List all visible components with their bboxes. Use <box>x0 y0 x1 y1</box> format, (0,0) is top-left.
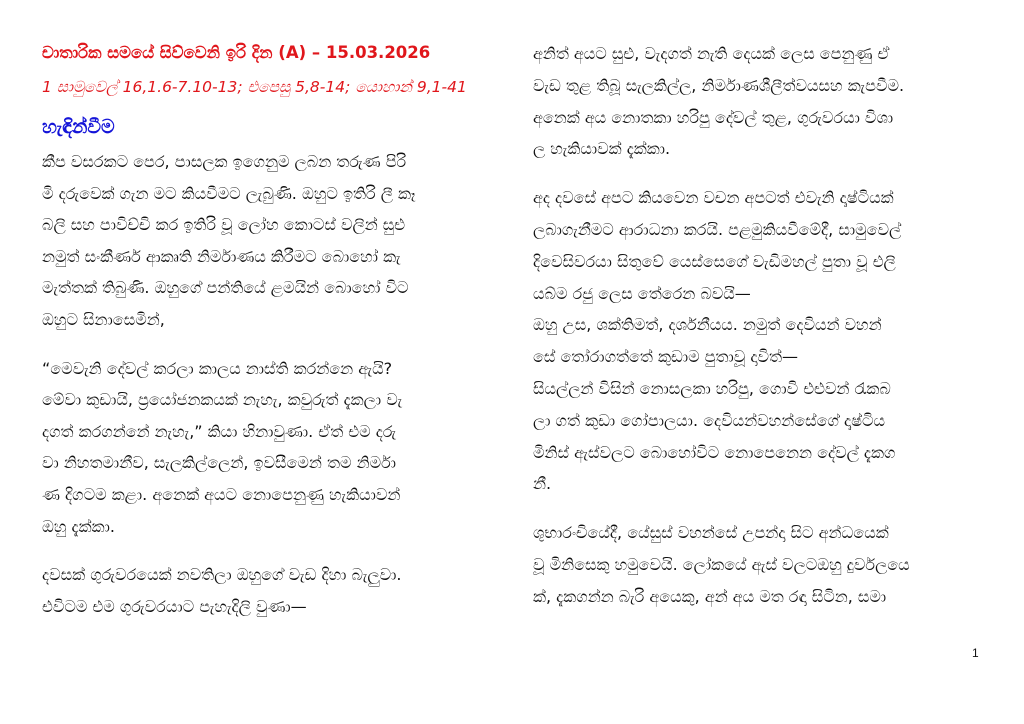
left-column <box>42 38 487 639</box>
text-line: ල හැකියාවක් දැක්කා. <box>533 139 671 159</box>
text-line: එවිටම එම ගුරුවරයාට පැහැදිලි වුණා— <box>42 596 307 616</box>
text-line: ලා ගත් කුඩා ගෝපාලයා. දෙවියන්වහන්සේගේ දෘෂ්ටිය <box>533 410 885 430</box>
text-line: වැඩ තුළ තිබූ සැලකිල්ල, නිර්මාණශීලීත්වයසහ කැපවීම. <box>533 75 905 95</box>
text-line: මේවා කුඩායි, ප්‍රයෝජනකයක් නැහැ, කවුරුත් දැකලා වැ <box>42 390 403 410</box>
text-line: අනෙක් අය නොතකා හරිපු දේවල් තුළ, ගුරුවරයා විශා <box>533 107 894 127</box>
text-line: ඔහු උස, ශක්තිමත්, දර්ශනීයය. නමුත් දෙවියන් වහන් <box>533 315 882 335</box>
section-heading: හැඳින්වීම <box>42 116 115 138</box>
text-line: ඔහුට සිනාසෙමින්, <box>42 309 165 329</box>
text-line: “මෙවැනි දේවල් කරලා කාලය නාස්ති කරන්නෙ ඇයි? <box>42 358 393 378</box>
paragraph <box>533 38 988 165</box>
paragraph <box>533 182 988 500</box>
paragraph <box>42 353 487 543</box>
text-line: නී. <box>533 474 552 494</box>
text-line: බලි සහ පාවිච්චි කර ඉතිරි වූ ලෝහ කොටස් වලින් සුළු <box>42 215 406 235</box>
text-line: සියල්ලන් විසින් නොසලකා හරිපු, ගොවි එළුවන් රැකබ <box>533 378 891 398</box>
scripture-readings: 1 සාමුවෙල් 16,1.6-7.10-13; එපෙසු 5,8-14; යොහාන් 9,1-41 <box>42 78 467 96</box>
text-line: මි දරුවෙක් ගැන මට කියවීමට ලැබුණි. ඔහුට ඉතිරි ලී කෑ <box>42 183 416 203</box>
text-line: දිවෙසිවරයා සිතුවේ යෙස්සෙගේ වැඩිමහල් පුතා වූ එලි <box>533 251 896 271</box>
right-body <box>533 38 988 613</box>
text-line: සේ තෝරාගත්තේ කුඩාම පුතාවූ දාවිත්— <box>533 347 798 367</box>
text-line: දගත් කරගන්නේ නැහැ,” කියා හිනාවුණා. ඒත් එම දරු <box>42 421 397 441</box>
text-line: ක්, දැකගන්න බැරි අයෙකු, අන් අය මත රඳා සිටින, සමා <box>533 586 887 606</box>
text-line: දවසක් ගුරුවරයෙක් නවතිලා ඔහුගේ වැඩ දිහා බැලුවා. <box>42 565 402 585</box>
document-title: චාතාරික සමයේ සිව්වෙනි ඉරි දින (A) – 15.03.2026 <box>42 43 431 62</box>
text-line: වූ මිනිසෙකු හමුවෙයි. ලෝකයේ ඇස් වලටඔහු දුර්වලයෙ <box>533 554 910 574</box>
text-line: ශුභාරංචියේදී, යේසුස් වහන්සේ උපන්දා සිට අන්ධයෙක් <box>533 523 889 543</box>
paragraph <box>42 559 487 622</box>
text-line: මැත්තක් තිබුණි. ඔහුගේ පන්තියේ ළමයින් බොහෝ විට <box>42 278 409 298</box>
text-line: අද දවසේ අපට කියවෙන වචන අපටත් එවැනි දෘෂ්ටියක් <box>533 188 894 208</box>
text-line: මිනිස් ඇස්වලට බොහෝවිට නොපෙනෙන දේවල් දැකග <box>533 442 896 462</box>
text-line: ඔහු දැක්කා. <box>42 516 115 536</box>
left-body <box>42 146 487 622</box>
right-column <box>533 38 988 630</box>
text-line: අනිත් අයට සුළු, වැදගත් නැති දෙයක් ලෙස පෙනුණු ඒ <box>533 44 890 63</box>
text-line: නමුත් සංකීර්ණ ආකෘති නිර්මාණය කිරීමට බොහෝ කැ <box>42 246 401 266</box>
paragraph <box>533 517 988 612</box>
text-line: ණ දිගටම කළා. අනෙක් අයට නොපෙනුණු හැකියාවන් <box>42 484 401 504</box>
paragraph <box>42 146 487 336</box>
page-number: 1 <box>972 646 979 660</box>
text-line: යබ්ම රජු ලෙස තේරෙන බවයි— <box>533 283 751 303</box>
text-line: කීප වසරකට පෙර, පාසලක ඉගෙනුම ලබන තරුණ පිරි <box>42 152 407 171</box>
text-line: වා නිහතමානීව, සැලකිල්ලෙන්, ඉවසීමෙන් තම නිර්මා <box>42 453 397 473</box>
text-line: ලබාගැනීමට ආරාධනා කරයි. පළමුකියවීමේදී, සාමුවෙල් <box>533 219 902 239</box>
